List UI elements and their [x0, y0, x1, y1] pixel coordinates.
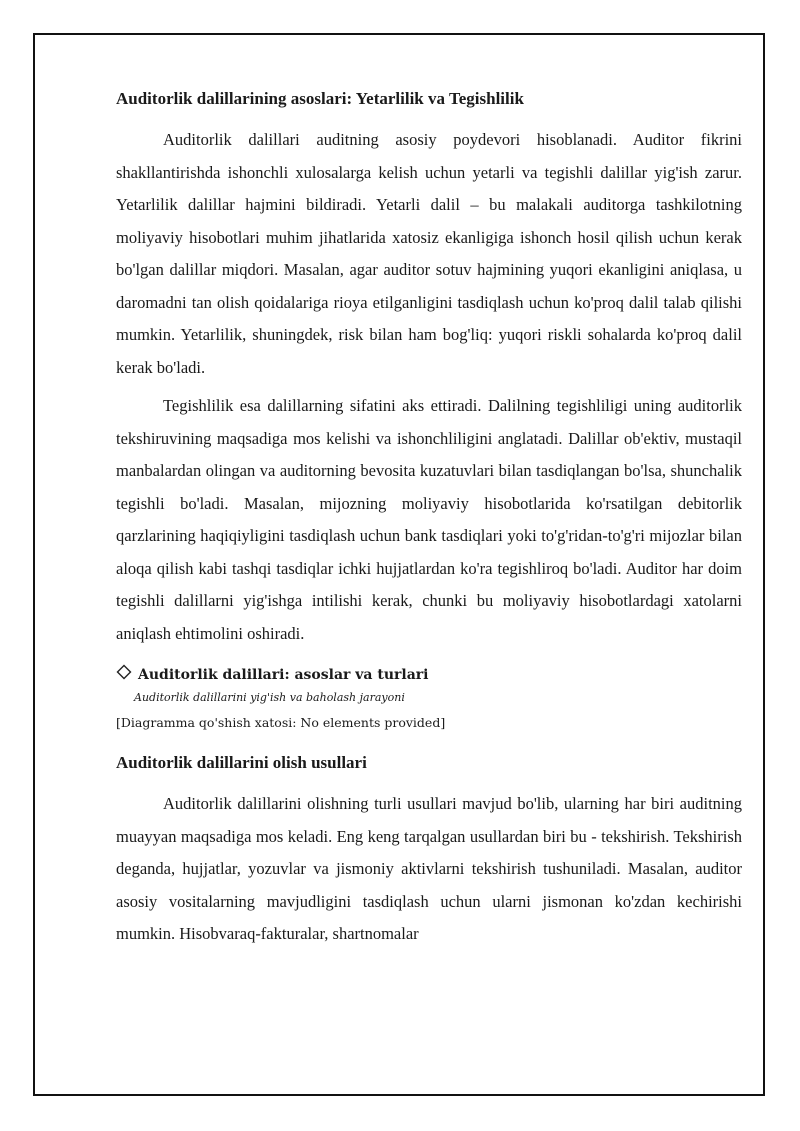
paragraph: Auditorlik dalillari auditning asosiy poydevori hisoblanadi. Auditor fikrini shakllantirishda ishonchli xulosalarga kelish uchun yetarli va tegishli dalillar yig'ish zarur. Yetarlilik dalillar hajmini bildiradi. Yetarli dalil – bu malakali auditorga tashkilotning moliyaviy hisobotlari muhim jihatlarida xatosiz ekanligiga ishonch hosil qilish uchun kerak bo'lgan dalillar miqdori. Masalan, agar auditor sotuv hajmining yuqori ekanligini aniqlasa, u daromadni tan olish qoidalariga rioya etilganligini tasdiqlash uchun ko'proq dalil talab qilishi mumkin. Yetarlilik, shuningdek, risk bilan ham bog'liq: yuqori riskli sohalarda ko'proq dalil kerak bo'ladi.: [116, 130, 742, 377]
figure-placeholder: [116, 664, 742, 732]
diamond-icon: [116, 664, 132, 686]
figure-title: Auditorlik dalillari: asoslar va turlari: [138, 667, 429, 683]
paragraph: Auditorlik dalillarini olishning turli usullari mavjud bo'lib, ularning har biri auditning muayyan maqsadiga mos keladi. Eng keng tarqalgan usullardan biri bu - tekshirish. Tekshirish deganda, hujjatlar, yozuvlar va jismoniy aktivlarni tekshirish tushuniladi. Masalan, auditor asosiy vositalarning mavjudligini tasdiqlash uchun ularni jismonan ko'zdan kechirishi mumkin. Hisobvaraq-fakturalar, shartnomalar: [116, 794, 742, 943]
paragraph: Tegishlilik esa dalillarning sifatini aks ettiradi. Dalilning tegishliligi uning auditorlik tekshiruvining maqsadiga mos kelishi va ishonchliligini anglatadi. Dalillar ob'ektiv, mustaqil manbalardan olingan va auditorning bevosita kuzatuvlari bilan tasdiqlangan bo'lsa, shunchalik tegishli bo'ladi. Masalan, mijozning moliyaviy hisobotlarida ko'rsatilgan debitorlik qarzlarining haqiqiyligini tasdiqlash uchun bank tasdiqlari yoki to'g'ridan-to'g'ri mijozlar bilan aloqa qilish kabi tashqi tasdiqlar ichki hujjatlardan ko'ra tegishliroq bo'ladi. Auditor har doim tegishli dalillarni yig'ishga intilishi kerak, chunki bu moliyaviy hisobotlardagi xatolarni aniqlash ehtimolini oshiradi.: [116, 396, 742, 643]
figure-title-row: [116, 664, 742, 686]
figure-error-message: [Diagramma qo'shish xatosi: No elements provided]: [116, 715, 446, 730]
figure-subtitle: Auditorlik dalillarini yig'ish va baholash jarayoni: [134, 691, 405, 704]
section-heading: Auditorlik dalillarining asoslari: Yetarlilik va Tegishlilik: [116, 89, 524, 108]
section-heading: Auditorlik dalillarini olish usullari: [116, 753, 367, 772]
document-body: [116, 86, 742, 957]
